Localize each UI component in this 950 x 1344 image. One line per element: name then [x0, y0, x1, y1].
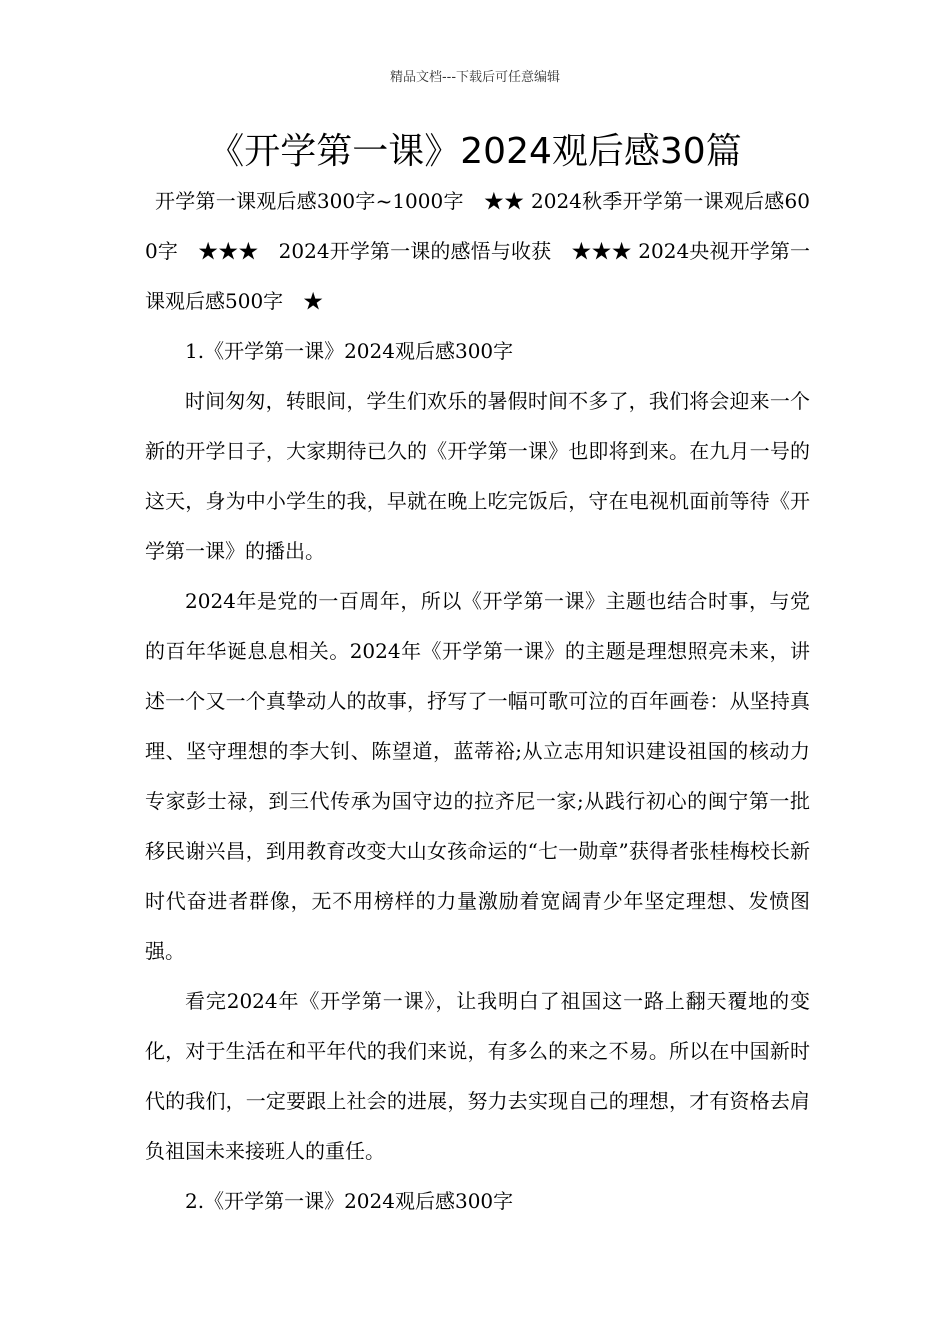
section-heading-1: 1.《开学第一课》2024观后感300字 [185, 339, 514, 363]
paragraph-2: 2024年是党的一百周年，所以《开学第一课》主题也结合时事，与党的百年华诞息息相关。2024年《开学第一课》的主题是理想照亮未来，讲述一个又一个真挚动人的故事，抒写了一幅可歌可泣的百年画卷：从坚持真理、坚守理想的李大钊、陈望道，蓝蒂裕;从立志用知识建设祖国的核动力专家彭士禄，到三代传承为国守边的拉齐尼一家;从践行初心的闽宁第一批移民谢兴昌，到用教育改变大山女孩命运的“七一勋章”获得者张桂梅校长新时代奋进者群像，无不用榜样的力量激励着宽阔青少年坚定理想、发愤图强。 [145, 589, 810, 963]
table-of-contents: 开学第一课观后感300字~1000字 ★★ 2024秋季开学第一课观后感600字 ★★★ 2024开学第一课的感悟与收获 ★★★ 2024央视开学第一课观后感500字 ★ [145, 189, 810, 313]
document-header-note: 精品文档---下载后可任意编辑 [389, 70, 561, 85]
paragraph-1: 时间匆匆，转眼间，学生们欢乐的暑假时间不多了，我们将会迎来一个新的开学日子，大家期待已久的《开学第一课》也即将到来。在九月一号的这天，身为中小学生的我，早就在晚上吃完饭后，守在电视机面前等待《开学第一课》的播出。 [145, 389, 810, 563]
section-heading-2: 2.《开学第一课》2024观后感300字 [185, 1189, 514, 1213]
document-body [145, 176, 810, 1226]
document-title: 《开学第一课》2024观后感30篇 [208, 131, 742, 172]
paragraph-3: 看完2024年《开学第一课》，让我明白了祖国这一路上翻天覆地的变化，对于生活在和平年代的我们来说，有多么的来之不易。所以在中国新时代的我们，一定要跟上社会的进展，努力去实现自己的理想，才有资格去肩负祖国未来接班人的重任。 [145, 989, 810, 1163]
